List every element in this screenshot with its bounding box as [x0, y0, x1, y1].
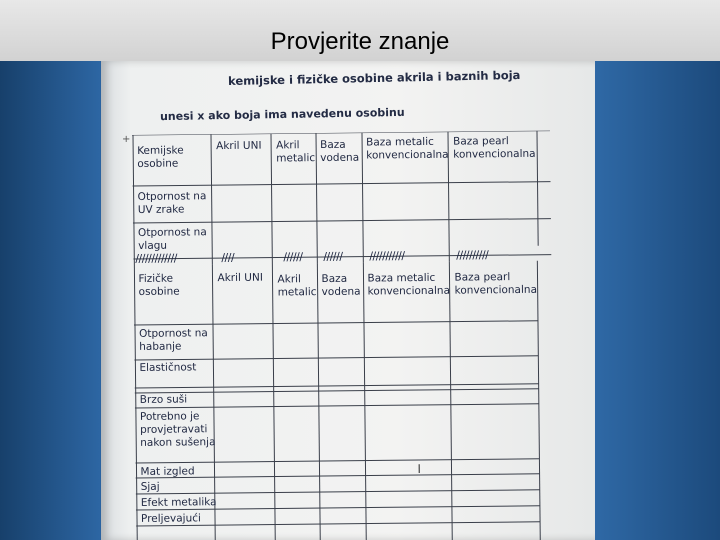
physical-row-label: Elastičnost	[139, 361, 197, 374]
worksheet-photo	[0, 61, 720, 540]
stray-mark: I	[417, 461, 422, 477]
divider-slashes: /////////////	[135, 251, 178, 265]
slide-title: Provjerite znanje	[270, 28, 450, 55]
chemical-header-cell: Akril UNI	[216, 139, 262, 153]
divider-slashes: //////	[323, 249, 343, 264]
physical-row-label: Preljevajući	[140, 512, 201, 525]
physical-header-cell: Baza pearl konvencionalna	[454, 271, 538, 297]
divider-slashes: ////	[221, 250, 235, 265]
physical-row-label: Sjaj	[140, 480, 160, 493]
physical-header-cell: Akril metalic	[277, 273, 317, 299]
physical-header-cell: Akril UNI	[217, 271, 263, 285]
physical-row-label: Efekt metalika	[140, 496, 217, 509]
divider-slashes: ///////////	[369, 249, 405, 263]
divider-slashes: //////	[283, 250, 303, 264]
physical-row-label: Brzo suši	[139, 393, 188, 406]
worksheet-instruction: unesi x ako boja ima navedenu osobinu	[159, 105, 405, 124]
worksheet-paper	[101, 61, 595, 540]
chemical-header-cell: Akril metalic	[276, 139, 316, 165]
worksheet-heading: kemijske i fizičke osobine akrila i baznih boja	[227, 67, 521, 89]
physical-row-label: Potrebno je provjetravati nakon sušenja	[139, 410, 216, 449]
chemical-header-cell: Baza pearl konvencionalna	[453, 135, 536, 161]
desk-right	[594, 61, 720, 540]
properties-table	[132, 131, 556, 540]
physical-row-label: Mat izgled	[140, 465, 195, 478]
chemical-header-cell: Kemijske osobine	[137, 144, 184, 170]
chemical-header-cell: Baza vodena	[320, 138, 360, 165]
physical-header-cell: Fizičke osobine	[138, 272, 180, 298]
chemical-row-label: Otpornost na vlagu	[137, 226, 207, 252]
physical-row-label: Otpornost na habanje	[139, 327, 208, 353]
table-plus-marker: +	[122, 134, 131, 145]
chemical-header-cell: Baza metalic konvencionalna	[366, 135, 449, 162]
desk-left	[0, 61, 100, 540]
physical-header-cell: Baza metalic konvencionalna	[367, 271, 451, 298]
divider-slashes: //////////	[456, 248, 489, 262]
chemical-row-label: Otpornost na UV zrake	[137, 190, 207, 216]
physical-header-cell: Baza vodena	[321, 272, 361, 299]
